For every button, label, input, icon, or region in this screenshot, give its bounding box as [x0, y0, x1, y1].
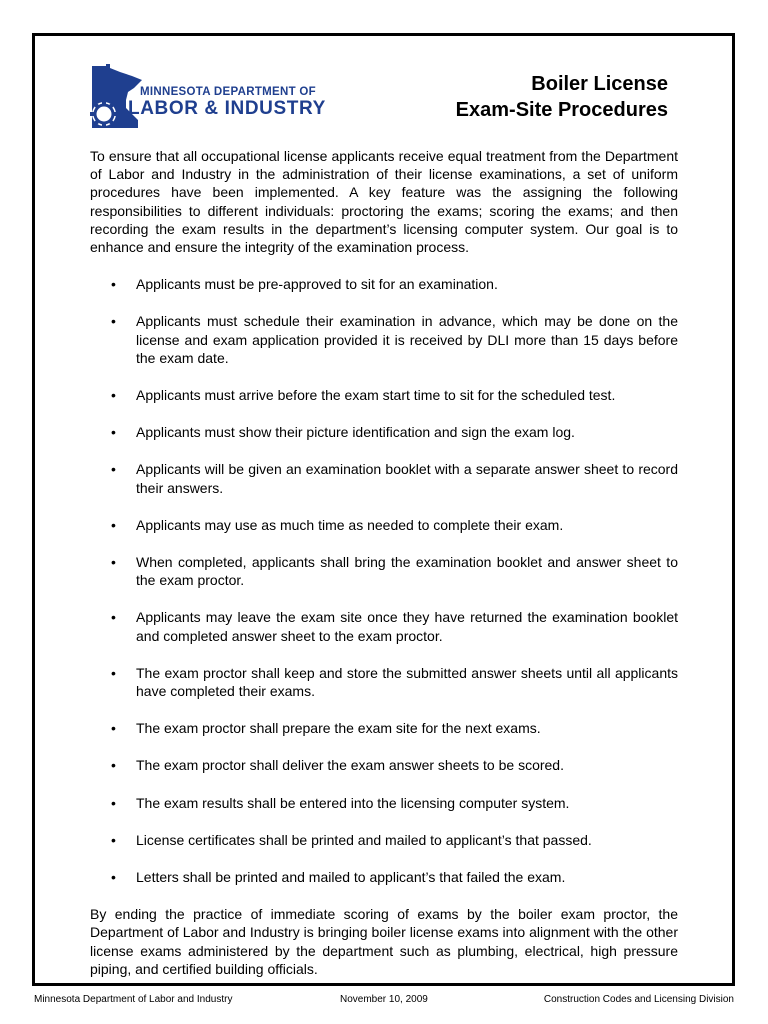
- list-item-text: Applicants may use as much time as needed to complete their exam.: [136, 516, 564, 533]
- bullet-icon: •: [111, 664, 116, 681]
- list-item: [90, 516, 678, 534]
- footer-division: Construction Codes and Licensing Division: [543, 994, 734, 1005]
- closing-paragraph: By ending the practice of immediate scoring of exams by the boiler exam proctor, the Department of Labor and Industry is bringing boiler license exams into alignment with the other license exams administered by the department such as plumbing, electrical, high pressure piping, and certified building officials.: [90, 906, 678, 977]
- list-item-text: Applicants must schedule their examination in advance, which may be done on the license and exam application provided it is received by DLI more than 15 days before the exam date.: [136, 313, 678, 366]
- procedure-list: [90, 275, 678, 886]
- bullet-icon: •: [111, 757, 116, 774]
- list-item: [90, 664, 678, 700]
- list-item-text: The exam proctor shall prepare the exam site for the next exams.: [136, 720, 541, 737]
- document-body: [90, 147, 678, 978]
- bullet-icon: •: [111, 313, 116, 330]
- title-line1: Boiler License: [531, 73, 668, 95]
- list-item: [90, 386, 678, 404]
- bullet-icon: •: [111, 720, 116, 737]
- list-item: [90, 868, 678, 886]
- logo-text-line1: MINNESOTA DEPARTMENT OF: [140, 86, 316, 98]
- bullet-icon: •: [111, 609, 116, 626]
- list-item: [90, 275, 678, 293]
- list-item-text: The exam proctor shall keep and store the submitted answer sheets until all applicants have completed their exams.: [136, 664, 678, 700]
- bullet-icon: •: [111, 516, 116, 533]
- bullet-icon: •: [111, 831, 116, 848]
- bullet-icon: •: [111, 869, 116, 886]
- list-item-text: Applicants may leave the exam site once they have returned the examination booklet and completed answer sheet to the exam proctor.: [136, 609, 678, 644]
- list-item-text: When completed, applicants shall bring the examination booklet and answer sheet to the exam proctor.: [136, 554, 678, 589]
- list-item-text: The exam results shall be entered into the licensing computer system.: [136, 794, 570, 811]
- title-line2: Exam-Site Procedures: [455, 99, 668, 121]
- list-item: [90, 831, 678, 849]
- bullet-icon: •: [111, 554, 116, 571]
- footer-date: November 10, 2009: [340, 994, 428, 1005]
- list-item: [90, 460, 678, 496]
- list-item: [90, 719, 678, 737]
- dli-logo: [90, 64, 360, 132]
- bullet-icon: •: [111, 794, 116, 811]
- bullet-icon: •: [111, 424, 116, 441]
- list-item-text: Letters shall be printed and mailed to applicant’s that failed the exam.: [136, 869, 566, 886]
- list-item: [90, 312, 678, 367]
- footer-department: Minnesota Department of Labor and Industry: [34, 994, 233, 1005]
- intro-paragraph: To ensure that all occupational license applicants receive equal treatment from the Department of Labor and Industry in the administration of their license examinations, a set of uniform procedures have been implemented. A key feature was the assigning the following responsibilities to different individuals: proctoring the exams; scoring the exams; and then recording the exam results in the department’s licensing computer system. Our goal is to enhance and ensure the integrity of the examination process.: [90, 148, 678, 256]
- bullet-icon: •: [111, 461, 116, 478]
- list-item-text: Applicants must be pre-approved to sit for an examination.: [136, 276, 498, 293]
- list-item-text: The exam proctor shall deliver the exam answer sheets to be scored.: [136, 757, 564, 774]
- list-item: [90, 553, 678, 589]
- list-item-text: Applicants must show their picture identification and sign the exam log.: [136, 424, 575, 441]
- list-item: [90, 608, 678, 644]
- logo-text-line2: LABOR & INDUSTRY: [128, 98, 326, 119]
- bullet-icon: •: [111, 387, 116, 404]
- list-item-text: License certificates shall be printed and mailed to applicant’s that passed.: [136, 831, 592, 848]
- list-item: [90, 794, 678, 812]
- list-item-text: Applicants will be given an examination booklet with a separate answer sheet to record their answers.: [136, 461, 678, 496]
- bullet-icon: •: [111, 276, 116, 293]
- list-item: [90, 423, 678, 441]
- list-item: [90, 756, 678, 774]
- list-item-text: Applicants must arrive before the exam start time to sit for the scheduled test.: [136, 387, 616, 404]
- document-title: [456, 71, 668, 123]
